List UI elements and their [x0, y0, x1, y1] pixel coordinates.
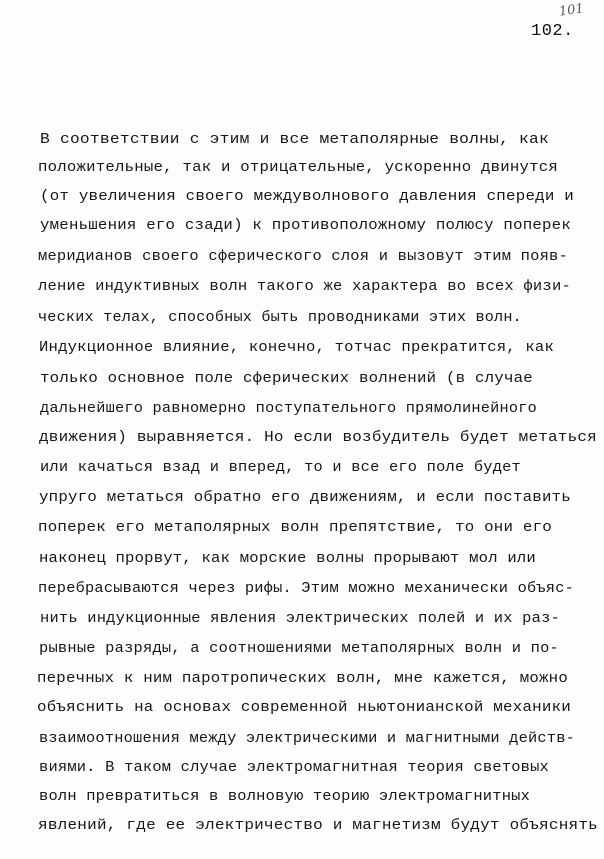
text-line: упруго метаться обратно его движениям, и если поставить	[39, 490, 571, 506]
text-line: только основное поле сферических волнений (в случае	[40, 371, 533, 387]
text-line: (от увеличения своего междуволнового давления спереди и	[40, 189, 574, 205]
handwritten-page-number: 101	[558, 1, 585, 20]
text-line: положительные, так и отрицательные, ускоренно двинутся	[38, 160, 559, 176]
text-line: дальнейшего равномерно поступательного прямолинейного	[40, 401, 538, 417]
text-line: перебрасываются через рифы. Этим можно механически объяс-	[38, 581, 575, 597]
text-line: или качаться взад и вперед, то и все его поле будет	[40, 460, 521, 476]
text-line: виями. В таком случае электромагнитная теория световых	[39, 760, 550, 776]
text-line: перечных к ним паротропических волн, мне кажется, можно	[37, 671, 568, 687]
text-line: уменьшения его сзади) к противоположному полюсу поперек	[40, 218, 571, 234]
text-line: объяснить на основах современной ньютонианской механики	[37, 700, 571, 716]
text-line: рывные разряды, а соотношениями метаполярных волн и по-	[39, 641, 559, 657]
text-line: меридианов своего сферического слоя и вызовут этим появ-	[38, 249, 568, 265]
text-line: волн превратиться в волновую теорию электромагнитных	[39, 789, 531, 805]
text-line: поперек его метаполярных волн препятствие, то они его	[38, 520, 553, 536]
text-line: наконец прорвут, как морские волны прорывают мол или	[39, 551, 536, 567]
page-number: 102.	[531, 22, 574, 41]
text-line: В соответствии с этим и все метаполярные волны, как	[40, 132, 550, 148]
text-line: ление индуктивных волн такого же характера во всех физи-	[38, 279, 571, 295]
text-line: Индукционное влияние, конечно, тотчас прекратится, как	[39, 340, 555, 356]
text-line: нить индукционные явления электрических полей и их раз-	[40, 611, 560, 627]
text-line: явлений, где ее электричество и магнетизм будут объяснять	[38, 818, 599, 834]
text-line: взаимоотношения между электрическими и магнитными действ-	[39, 731, 576, 747]
text-line: движения) выравняется. Но если возбудитель будет метаться	[39, 430, 597, 446]
text-line: ческих телах, способных быть проводниками этих волн.	[38, 310, 522, 326]
